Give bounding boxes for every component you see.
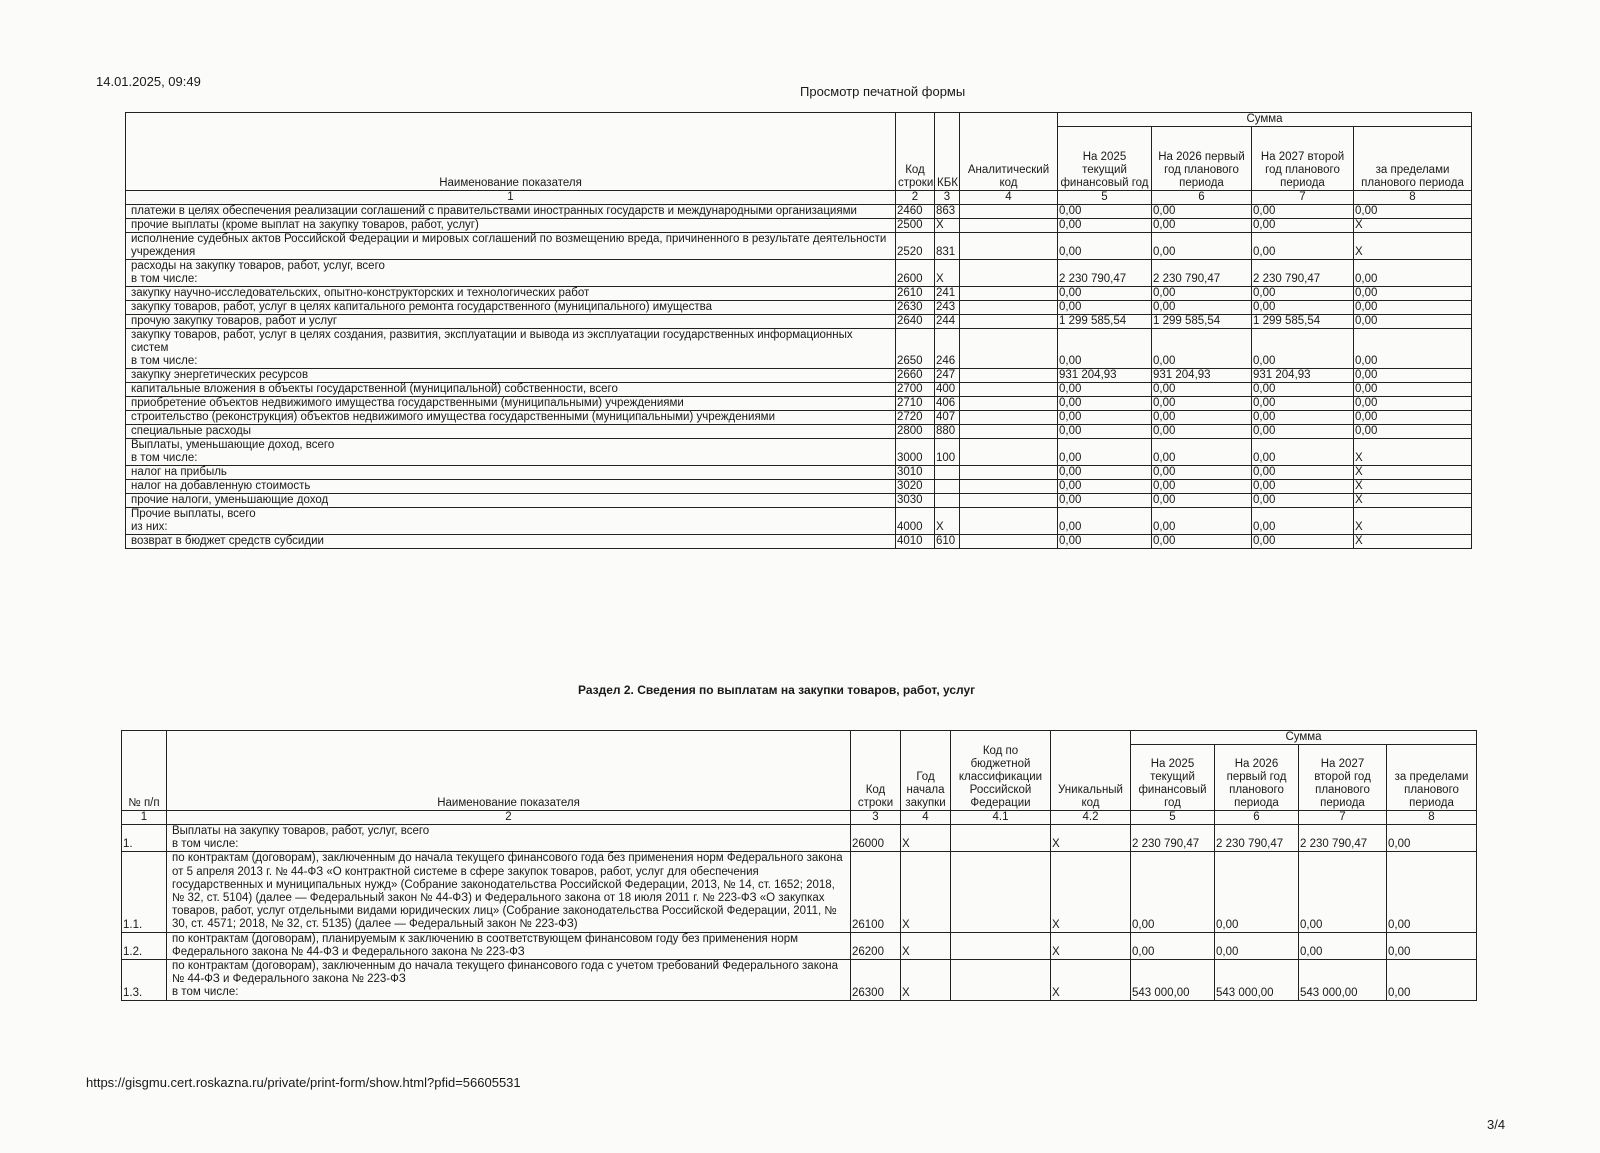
sum-2027: 0,00 — [1299, 932, 1387, 959]
col-year-header: Год начала закупки — [901, 731, 951, 811]
row-kbk: 100 — [935, 439, 960, 466]
sum-2027: 0,00 — [1252, 383, 1354, 397]
row-name: прочие налоги, уменьшающие доход — [126, 494, 896, 508]
row-kbk — [951, 932, 1051, 959]
table-row — [126, 205, 1472, 219]
sum-2026: 0,00 — [1152, 219, 1252, 233]
row-name: по контрактам (договорам), планируемым к заключению в соответствующем финансовом году без применения норм Федерального закона № 44-ФЗ и Федерального закона № 223-ФЗ — [167, 932, 851, 959]
sum-2025: 0,00 — [1131, 852, 1215, 932]
table-row — [126, 219, 1472, 233]
sum-beyond: X — [1354, 494, 1472, 508]
row-name: исполнение судебных актов Российской Федерации и мировых соглашений по возмещению вреда, причиненного в результате деятельности учреждения — [126, 233, 896, 260]
sum-2025: 0,00 — [1058, 233, 1152, 260]
sum-2026: 0,00 — [1152, 411, 1252, 425]
sum-2025: 0,00 — [1058, 329, 1152, 369]
row-analytic-code — [960, 411, 1058, 425]
sum-2026: 0,00 — [1152, 508, 1252, 535]
row-year: X — [901, 960, 951, 1001]
table-row — [126, 383, 1472, 397]
sum-2025: 0,00 — [1058, 397, 1152, 411]
sum-2026: 931 204,93 — [1152, 369, 1252, 383]
sum-2027: 543 000,00 — [1299, 960, 1387, 1001]
table-row — [126, 301, 1472, 315]
sum-beyond: 0,00 — [1354, 383, 1472, 397]
row-kbk: 863 — [935, 205, 960, 219]
col-code-header: Код строки — [896, 113, 935, 191]
sum-2027: 0,00 — [1252, 425, 1354, 439]
table-row — [126, 329, 1472, 369]
row-code: 2610 — [896, 287, 935, 301]
sum-2025: 0,00 — [1058, 439, 1152, 466]
column-number: 6 — [1215, 811, 1299, 825]
row-kbk — [935, 480, 960, 494]
row-number: 1.1. — [122, 852, 167, 932]
sum-2027: 931 204,93 — [1252, 369, 1354, 383]
sum-beyond: X — [1354, 508, 1472, 535]
row-analytic-code — [960, 315, 1058, 329]
row-name: капитальные вложения в объекты государственной (муниципальной) собственности, всего — [126, 383, 896, 397]
sum-beyond: X — [1354, 233, 1472, 260]
sum-2025: 0,00 — [1131, 932, 1215, 959]
row-name: закупку энергетических ресурсов — [126, 369, 896, 383]
row-code: 26100 — [851, 852, 901, 932]
sum-beyond: 0,00 — [1354, 369, 1472, 383]
footer-url: https://gisgmu.cert.roskazna.ru/private/print-form/show.html?pfid=56605531 — [86, 1075, 521, 1090]
sum-beyond: X — [1354, 535, 1472, 549]
sum-2027: 0,00 — [1252, 329, 1354, 369]
sum-2027: 0,00 — [1252, 233, 1354, 260]
table-row — [126, 397, 1472, 411]
sum-2025: 1 299 585,54 — [1058, 315, 1152, 329]
sum-2026: 0,00 — [1215, 932, 1299, 959]
row-kbk: 243 — [935, 301, 960, 315]
row-name: строительство (реконструкция) объектов недвижимого имущества государственными (муниципальными) учреждениями — [126, 411, 896, 425]
column-number: 2 — [896, 191, 935, 205]
row-name: закупку научно-исследовательских, опытно-конструкторских и технологических работ — [126, 287, 896, 301]
table-row — [126, 535, 1472, 549]
row-kbk: 244 — [935, 315, 960, 329]
sum-2027: 2 230 790,47 — [1299, 825, 1387, 852]
sum-2025: 0,00 — [1058, 287, 1152, 301]
sum-header: Сумма — [1131, 731, 1477, 745]
column-number: 6 — [1152, 191, 1252, 205]
row-unique-code: X — [1051, 932, 1131, 959]
row-name: по контрактам (договорам), заключенным до начала текущего финансового года с учетом требований Федерального закона № 44-ФЗ и Федерального закона № 223-ФЗ в том числе: — [167, 960, 851, 1001]
sum-2026: 0,00 — [1215, 852, 1299, 932]
column-numbers-row — [126, 191, 1472, 205]
sum-beyond: X — [1354, 466, 1472, 480]
sum-header: Сумма — [1058, 113, 1472, 127]
sum-2026: 0,00 — [1152, 397, 1252, 411]
sum-2026: 0,00 — [1152, 233, 1252, 260]
row-analytic-code — [960, 383, 1058, 397]
row-code: 3000 — [896, 439, 935, 466]
row-kbk — [935, 494, 960, 508]
col-2027-header: На 2027 второй год планового периода — [1252, 127, 1354, 191]
row-unique-code: X — [1051, 852, 1131, 932]
sum-2026: 0,00 — [1152, 425, 1252, 439]
row-name: закупку товаров, работ, услуг в целях капитального ремонта государственного (муниципального) имущества — [126, 301, 896, 315]
col-2025-header: На 2025 текущий финансовый год — [1058, 127, 1152, 191]
row-year: X — [901, 932, 951, 959]
sum-2027: 0,00 — [1252, 466, 1354, 480]
row-name: налог на добавленную стоимость — [126, 480, 896, 494]
row-name: Выплаты, уменьшающие доход, всего в том числе: — [126, 439, 896, 466]
sum-2026: 0,00 — [1152, 480, 1252, 494]
row-kbk — [935, 466, 960, 480]
row-kbk: 400 — [935, 383, 960, 397]
sum-2025: 0,00 — [1058, 494, 1152, 508]
sum-2025: 0,00 — [1058, 301, 1152, 315]
row-analytic-code — [960, 329, 1058, 369]
sum-2027: 2 230 790,47 — [1252, 260, 1354, 287]
row-code: 2660 — [896, 369, 935, 383]
row-kbk: 610 — [935, 535, 960, 549]
sum-2025: 0,00 — [1058, 508, 1152, 535]
sum-beyond: X — [1354, 480, 1472, 494]
row-analytic-code — [960, 219, 1058, 233]
row-unique-code: X — [1051, 825, 1131, 852]
row-code: 2520 — [896, 233, 935, 260]
sum-beyond: 0,00 — [1387, 852, 1477, 932]
sum-2027: 0,00 — [1252, 411, 1354, 425]
col-nn-header: № п/п — [122, 731, 167, 811]
row-analytic-code — [960, 535, 1058, 549]
table-row — [126, 260, 1472, 287]
row-kbk: 246 — [935, 329, 960, 369]
sum-2026: 0,00 — [1152, 494, 1252, 508]
col-2027-header: На 2027 второй год планового периода — [1299, 745, 1387, 811]
row-name: прочую закупку товаров, работ и услуг — [126, 315, 896, 329]
row-analytic-code — [960, 508, 1058, 535]
sum-2026: 0,00 — [1152, 439, 1252, 466]
column-number: 4.1 — [951, 811, 1051, 825]
table-row — [126, 508, 1472, 535]
col-analytic-header: Аналитический код — [960, 113, 1058, 191]
row-code: 2800 — [896, 425, 935, 439]
row-kbk: 880 — [935, 425, 960, 439]
sum-2026: 0,00 — [1152, 329, 1252, 369]
sum-2026: 543 000,00 — [1215, 960, 1299, 1001]
row-name: Выплаты на закупку товаров, работ, услуг, всего в том числе: — [167, 825, 851, 852]
table-row — [122, 825, 1477, 852]
sum-2027: 0,00 — [1299, 852, 1387, 932]
sum-2025: 0,00 — [1058, 205, 1152, 219]
sum-beyond: 0,00 — [1354, 329, 1472, 369]
sum-2025: 0,00 — [1058, 466, 1152, 480]
col-beyond-header: за пределами планового периода — [1387, 745, 1477, 811]
row-analytic-code — [960, 425, 1058, 439]
row-code: 2650 — [896, 329, 935, 369]
row-analytic-code — [960, 466, 1058, 480]
row-code: 3010 — [896, 466, 935, 480]
row-kbk: 407 — [935, 411, 960, 425]
table-row — [126, 411, 1472, 425]
row-code: 2640 — [896, 315, 935, 329]
row-analytic-code — [960, 369, 1058, 383]
row-year: X — [901, 852, 951, 932]
table-row — [126, 233, 1472, 260]
sum-2027: 0,00 — [1252, 287, 1354, 301]
row-analytic-code — [960, 301, 1058, 315]
row-name: прочие выплаты (кроме выплат на закупку товаров, работ, услуг) — [126, 219, 896, 233]
row-kbk: X — [935, 219, 960, 233]
sum-beyond: 0,00 — [1354, 397, 1472, 411]
sum-2025: 931 204,93 — [1058, 369, 1152, 383]
column-number: 8 — [1387, 811, 1477, 825]
row-code: 2700 — [896, 383, 935, 397]
column-number: 3 — [851, 811, 901, 825]
row-code: 26300 — [851, 960, 901, 1001]
sum-2026: 0,00 — [1152, 383, 1252, 397]
payments-table — [125, 112, 1472, 549]
row-analytic-code — [960, 439, 1058, 466]
sum-beyond: X — [1354, 439, 1472, 466]
sum-2027: 0,00 — [1252, 480, 1354, 494]
row-kbk: 241 — [935, 287, 960, 301]
sum-2026: 2 230 790,47 — [1152, 260, 1252, 287]
sum-2025: 543 000,00 — [1131, 960, 1215, 1001]
table-row — [126, 480, 1472, 494]
row-code: 3030 — [896, 494, 935, 508]
row-kbk — [951, 960, 1051, 1001]
row-analytic-code — [960, 287, 1058, 301]
column-number: 1 — [122, 811, 167, 825]
col-2025-header: На 2025 текущий финансовый год — [1131, 745, 1215, 811]
column-number: 8 — [1354, 191, 1472, 205]
row-kbk — [951, 852, 1051, 932]
sum-2027: 0,00 — [1252, 535, 1354, 549]
sum-2027: 1 299 585,54 — [1252, 315, 1354, 329]
row-name: расходы на закупку товаров, работ, услуг, всего в том числе: — [126, 260, 896, 287]
sum-beyond: 0,00 — [1387, 932, 1477, 959]
procurement-table — [121, 730, 1477, 1001]
sum-2027: 0,00 — [1252, 205, 1354, 219]
col-2026-header: На 2026 первый год планового периода — [1152, 127, 1252, 191]
col-name-header: Наименование показателя — [167, 731, 851, 811]
column-number: 7 — [1252, 191, 1354, 205]
row-analytic-code — [960, 233, 1058, 260]
table-row — [126, 287, 1472, 301]
sum-2026: 2 230 790,47 — [1215, 825, 1299, 852]
row-code: 4000 — [896, 508, 935, 535]
row-code: 2710 — [896, 397, 935, 411]
table-row — [126, 494, 1472, 508]
print-datetime: 14.01.2025, 09:49 — [96, 74, 201, 89]
sum-2026: 0,00 — [1152, 466, 1252, 480]
column-number: 5 — [1058, 191, 1152, 205]
sum-2027: 0,00 — [1252, 439, 1354, 466]
page-number: 3/4 — [1487, 1117, 1506, 1132]
col-kbk-header: КБК — [935, 113, 960, 191]
column-numbers-row — [122, 811, 1477, 825]
col-2026-header: На 2026 первый год планового периода — [1215, 745, 1299, 811]
table-row — [126, 315, 1472, 329]
row-kbk: X — [935, 260, 960, 287]
table-row — [126, 466, 1472, 480]
sum-beyond: 0,00 — [1354, 315, 1472, 329]
sum-2027: 0,00 — [1252, 301, 1354, 315]
column-number: 4.2 — [1051, 811, 1131, 825]
row-code: 4010 — [896, 535, 935, 549]
row-analytic-code — [960, 205, 1058, 219]
row-code: 2630 — [896, 301, 935, 315]
sum-2026: 0,00 — [1152, 301, 1252, 315]
row-name: Прочие выплаты, всего из них: — [126, 508, 896, 535]
row-number: 1. — [122, 825, 167, 852]
section-2-title: Раздел 2. Сведения по выплатам на закупки товаров, работ, услуг — [578, 683, 976, 697]
table-row — [126, 439, 1472, 466]
row-analytic-code — [960, 494, 1058, 508]
row-analytic-code — [960, 480, 1058, 494]
row-name: налог на прибыль — [126, 466, 896, 480]
sum-beyond: X — [1354, 219, 1472, 233]
row-number: 1.2. — [122, 932, 167, 959]
row-name: возврат в бюджет средств субсидии — [126, 535, 896, 549]
row-code: 2600 — [896, 260, 935, 287]
col-name-header: Наименование показателя — [126, 113, 896, 191]
table-row — [122, 960, 1477, 1001]
row-code: 26200 — [851, 932, 901, 959]
row-name: специальные расходы — [126, 425, 896, 439]
sum-beyond: 0,00 — [1387, 960, 1477, 1001]
row-name: приобретение объектов недвижимого имущества государственными (муниципальными) учреждениями — [126, 397, 896, 411]
row-code: 2500 — [896, 219, 935, 233]
col-kbk-header: Код по бюджетной классификации Российской Федерации — [951, 731, 1051, 811]
row-code: 2720 — [896, 411, 935, 425]
row-analytic-code — [960, 397, 1058, 411]
sum-2025: 0,00 — [1058, 425, 1152, 439]
table-row — [122, 852, 1477, 932]
row-code: 26000 — [851, 825, 901, 852]
row-kbk: 406 — [935, 397, 960, 411]
row-year: X — [901, 825, 951, 852]
col-code-header: Код строки — [851, 731, 901, 811]
row-name: закупку товаров, работ, услуг в целях создания, развития, эксплуатации и вывода из эксплуатации государственных информационных систем в том числе: — [126, 329, 896, 369]
sum-2027: 0,00 — [1252, 397, 1354, 411]
column-number: 2 — [167, 811, 851, 825]
sum-2025: 0,00 — [1058, 219, 1152, 233]
column-number: 1 — [126, 191, 896, 205]
row-analytic-code — [960, 260, 1058, 287]
row-name: по контрактам (договорам), заключенным до начала текущего финансового года без применения норм Федерального закона от 5 апреля 2013 г. № 44-ФЗ «О контрактной системе в сфере закупок товаров, работ, услуг для обеспечения государственных и муниципальных нужд» (Собрание законодательства Российской Федерации, 2013, № 14, ст. 1652; 2018, № 32, ст. 5104) (далее — Федеральный закон № 44-ФЗ) и Федерального закона от 18 июля 2011 г. № 223-ФЗ «О закупках товаров, работ, услуг отдельными видами юридических лиц» (Собрание законодательства Российской Федерации, 2011, № 30, ст. 4571; 2018, № 32, ст. 5135) (далее — Федеральный закон № 223-ФЗ) — [167, 852, 851, 932]
row-kbk — [951, 825, 1051, 852]
sum-2027: 0,00 — [1252, 494, 1354, 508]
sum-2025: 0,00 — [1058, 411, 1152, 425]
table-row — [126, 425, 1472, 439]
column-number: 3 — [935, 191, 960, 205]
sum-beyond: 0,00 — [1354, 425, 1472, 439]
sum-2026: 1 299 585,54 — [1152, 315, 1252, 329]
column-number: 4 — [960, 191, 1058, 205]
column-number: 7 — [1299, 811, 1387, 825]
column-number: 5 — [1131, 811, 1215, 825]
row-kbk: 831 — [935, 233, 960, 260]
row-number: 1.3. — [122, 960, 167, 1001]
sum-2026: 0,00 — [1152, 535, 1252, 549]
row-unique-code: X — [1051, 960, 1131, 1001]
sum-beyond: 0,00 — [1354, 301, 1472, 315]
sum-2025: 0,00 — [1058, 383, 1152, 397]
sum-2026: 0,00 — [1152, 287, 1252, 301]
sum-beyond: 0,00 — [1354, 411, 1472, 425]
sum-2025: 0,00 — [1058, 480, 1152, 494]
sum-2025: 2 230 790,47 — [1131, 825, 1215, 852]
column-number: 4 — [901, 811, 951, 825]
sum-2025: 2 230 790,47 — [1058, 260, 1152, 287]
sum-2027: 0,00 — [1252, 508, 1354, 535]
sum-beyond: 0,00 — [1354, 205, 1472, 219]
sum-2027: 0,00 — [1252, 219, 1354, 233]
table-row — [122, 932, 1477, 959]
row-name: платежи в целях обеспечения реализации соглашений с правительствами иностранных государств и международными организациями — [126, 205, 896, 219]
sum-2025: 0,00 — [1058, 535, 1152, 549]
row-kbk: X — [935, 508, 960, 535]
sum-beyond: 0,00 — [1354, 287, 1472, 301]
row-code: 2460 — [896, 205, 935, 219]
col-beyond-header: за пределами планового периода — [1354, 127, 1472, 191]
row-code: 3020 — [896, 480, 935, 494]
row-kbk: 247 — [935, 369, 960, 383]
sum-2026: 0,00 — [1152, 205, 1252, 219]
sum-beyond: 0,00 — [1354, 260, 1472, 287]
sum-beyond: 0,00 — [1387, 825, 1477, 852]
table-row — [126, 369, 1472, 383]
col-unique-header: Уникальный код — [1051, 731, 1131, 811]
page-title: Просмотр печатной формы — [800, 84, 966, 99]
